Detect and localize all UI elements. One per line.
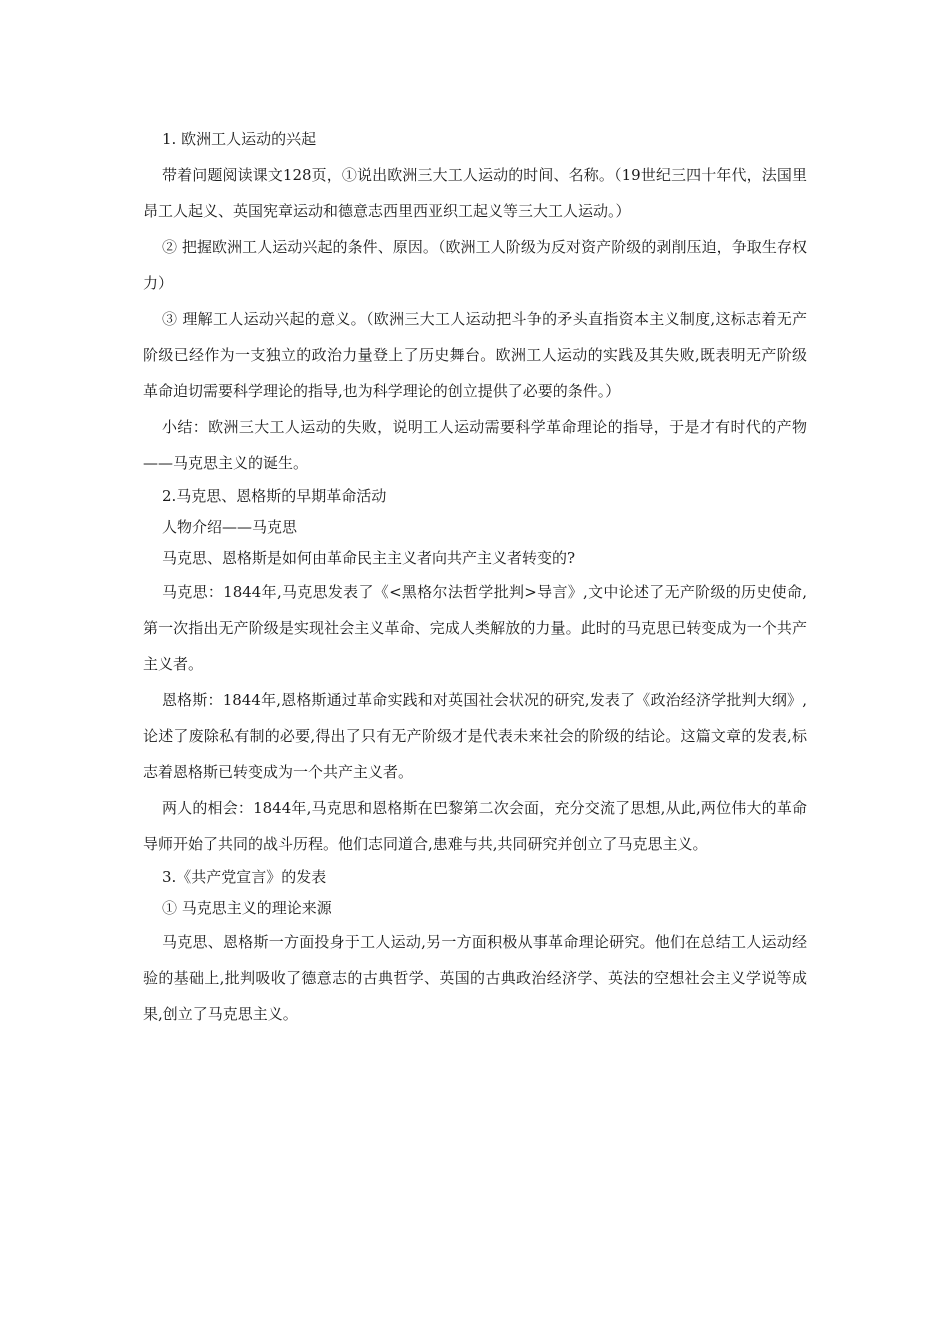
paragraph-marx: 马克思：1844年,马克思发表了《<黑格尔法哲学批判>导言》,文中论述了无产阶级的历史使命,第一次指出无产阶级是实现社会主义革命、完成人类解放的力量。此时的马克思已转变成为一个共产主义者。 bbox=[143, 583, 807, 673]
subheading-theory-sources: ① 马克思主义的理论来源 bbox=[162, 899, 332, 917]
paragraph-question-2: ② 把握欧洲工人运动兴起的条件、原因。（欧洲工人阶级为反对资产阶级的剥削压迫，争取生存权力） bbox=[143, 238, 807, 292]
paragraph-question-1: 带着问题阅读课文128页，①说出欧洲三大工人运动的时间、名称。（19世纪三四十年代，法国里昂工人起义、英国宪章运动和德意志西里西亚织工起义等三大工人运动。） bbox=[143, 166, 807, 220]
document-body bbox=[143, 124, 807, 1032]
section-heading-1: 1. 欧洲工人运动的兴起 bbox=[162, 130, 317, 148]
paragraph-engels: 恩格斯：1844年,恩格斯通过革命实践和对英国社会状况的研究,发表了《政治经济学批判大纲》,论述了废除私有制的必要,得出了只有无产阶级才是代表未来社会的阶级的结论。这篇文章的发表,标志着恩格斯已转变成为一个共产主义者。 bbox=[143, 691, 807, 781]
paragraph-question-3: ③ 理解工人运动兴起的意义。（欧洲三大工人运动把斗争的矛头直指资本主义制度,这标志着无产阶级已经作为一支独立的政治力量登上了历史舞台。欧洲工人运动的实践及其失败,既表明无产阶级革命迫切需要科学理论的指导,也为科学理论的创立提供了必要的条件。） bbox=[143, 310, 807, 400]
paragraph-summary: 小结：欧洲三大工人运动的失败，说明工人运动需要科学革命理论的指导，于是才有时代的产物——马克思主义的诞生。 bbox=[143, 418, 807, 472]
section-heading-2: 2.马克思、恩格斯的早期革命活动 bbox=[162, 487, 387, 505]
subheading-question: 马克思、恩格斯是如何由革命民主主义者向共产主义者转变的? bbox=[162, 549, 576, 567]
paragraph-meeting: 两人的相会：1844年,马克思和恩格斯在巴黎第二次会面，充分交流了思想,从此,两位伟大的革命导师开始了共同的战斗历程。他们志同道合,患难与共,共同研究并创立了马克思主义。 bbox=[143, 799, 807, 853]
section-heading-3: 3.《共产党宣言》的发表 bbox=[162, 868, 327, 886]
paragraph-theory: 马克思、恩格斯一方面投身于工人运动,另一方面积极从事革命理论研究。他们在总结工人运动经验的基础上,批判吸收了德意志的古典哲学、英国的古典政治经济学、英法的空想社会主义学说等成果,创立了马克思主义。 bbox=[143, 933, 807, 1023]
subheading-person-intro: 人物介绍——马克思 bbox=[162, 518, 298, 536]
